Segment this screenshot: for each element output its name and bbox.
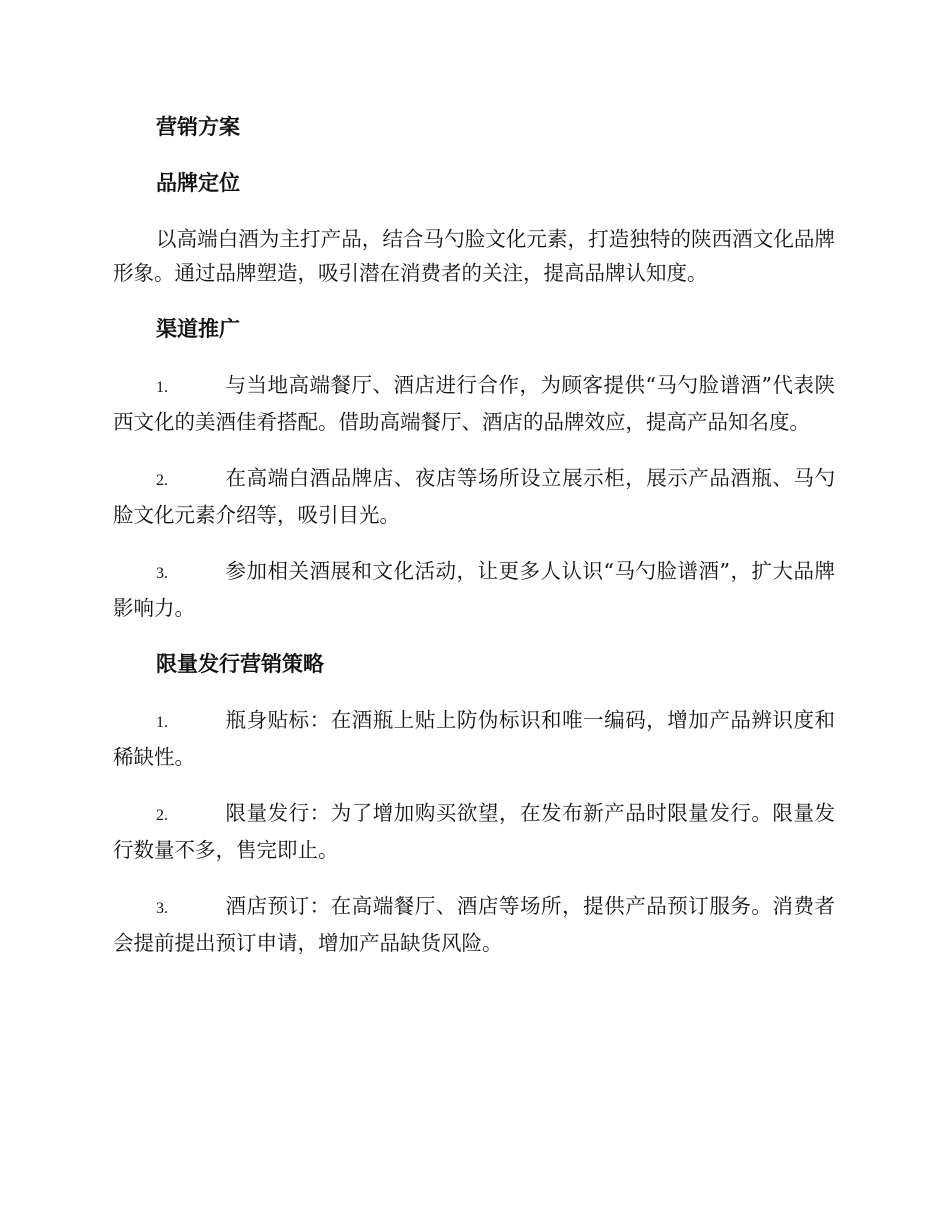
section-heading-brand-positioning: 品牌定位 xyxy=(156,171,240,195)
section-heading-limited-release: 限量发行营销策略 xyxy=(156,652,324,676)
list-number: 2. xyxy=(156,472,168,489)
list-number: 3. xyxy=(156,565,168,582)
section-heading-channel-promotion: 渠道推广 xyxy=(156,317,240,341)
document-body xyxy=(113,110,835,982)
list-item xyxy=(113,796,835,867)
list-item-text: 与当地高端餐厅、酒店进行合作，为顾客提供“马勺脸谱酒”代表陕西文化的美酒佳肴搭配。借助高端餐厅、酒店的品牌效应，提高产品知名度。 xyxy=(113,373,835,434)
brand-positioning-paragraph: 以高端白酒为主打产品，结合马勺脸文化元素，打造独特的陕西酒文化品牌形象。通过品牌塑造，吸引潜在消费者的关注，提高品牌认知度。 xyxy=(113,227,835,285)
list-item xyxy=(113,703,835,774)
list-item-text: 酒店预订：在高端餐厅、酒店等场所，提供产品预订服务。消费者会提前提出预订申请，增加产品缺货风险。 xyxy=(113,894,835,955)
list-number: 3. xyxy=(156,900,168,917)
list-item-text: 限量发行：为了增加购买欲望，在发布新产品时限量发行。限量发行数量不多，售完即止。 xyxy=(113,801,835,862)
list-number: 2. xyxy=(156,807,168,824)
list-item xyxy=(113,461,835,532)
list-item xyxy=(113,368,835,439)
list-number: 1. xyxy=(156,379,168,396)
list-item-text: 参加相关酒展和文化活动，让更多人认识“马勺脸谱酒”，扩大品牌影响力。 xyxy=(113,559,835,620)
document-title: 营销方案 xyxy=(156,115,240,139)
list-item xyxy=(113,889,835,960)
list-number: 1. xyxy=(156,714,168,731)
list-item-text: 在高端白酒品牌店、夜店等场所设立展示柜，展示产品酒瓶、马勺脸文化元素介绍等，吸引目光。 xyxy=(113,466,835,527)
list-item-text: 瓶身贴标：在酒瓶上贴上防伪标识和唯一编码，增加产品辨识度和稀缺性。 xyxy=(113,708,835,769)
list-item xyxy=(113,554,835,625)
